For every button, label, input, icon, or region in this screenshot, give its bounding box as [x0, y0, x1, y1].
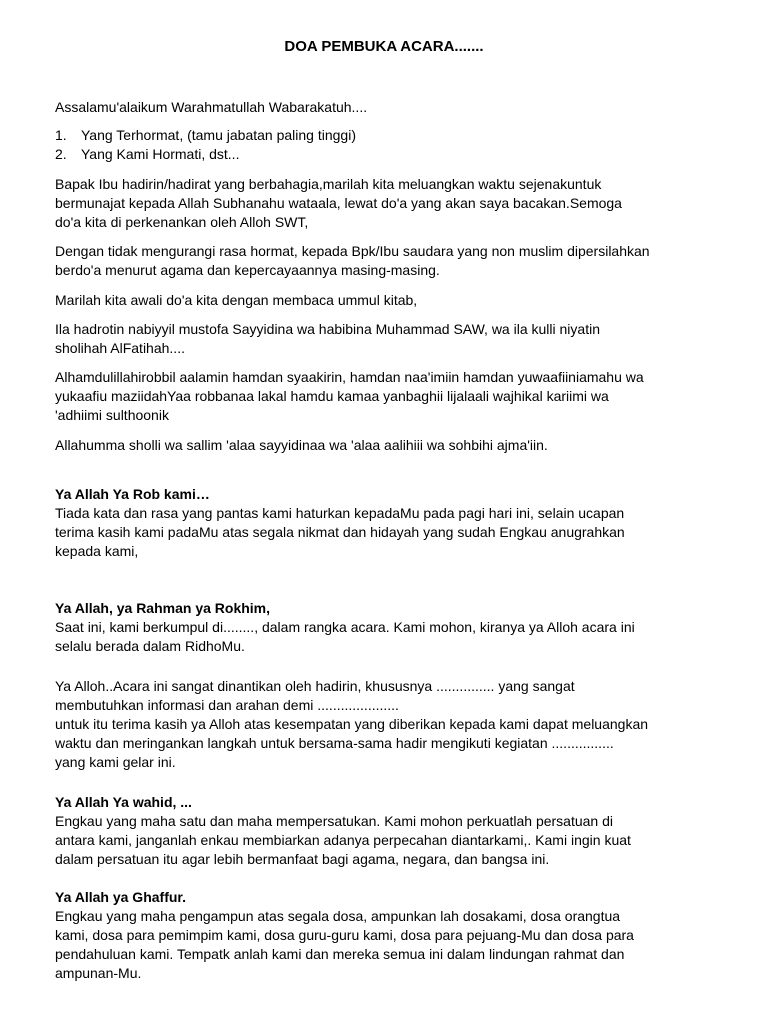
text-line: waktu dan meringankan langkah untuk bersama-sama hadir mengikuti kegiatan ................ — [55, 735, 614, 751]
list-number: 2. — [55, 146, 67, 162]
text-line: Ya Alloh..Acara ini sangat dinantikan oleh hadirin, khususnya ............... yang sangat — [55, 678, 575, 694]
list-item — [55, 145, 720, 164]
section-acara — [55, 677, 720, 772]
text-line: yang kami gelar ini. — [55, 754, 176, 770]
paragraph-alfatihah — [55, 320, 720, 358]
greeting-line: Assalamu'alaikum Warahmatullah Wabarakatuh.... — [55, 99, 368, 115]
text-line: kami, dosa para pemimpim kami, dosa guru-guru kami, dosa para pejuang-Mu dan dosa para — [55, 927, 634, 943]
section-ya-ghaffur — [55, 888, 720, 983]
text-line: do'a kita di perkenankan oleh Alloh SWT, — [55, 214, 309, 230]
text-line: 'adhiimi sulthoonik — [55, 407, 169, 423]
text-line: yukaafiu maziidahYaa robbanaa lakal hamdu kamaa yanbaghii lijalaali wajhikal kariimi wa — [55, 388, 609, 404]
text-line: pendahuluan kami. Tempatk anlah kami dan mereka semua ini dalam lindungan rahmat dan — [55, 946, 625, 962]
paragraph-alhamdulillah — [55, 368, 720, 425]
section-ya-rahman — [55, 599, 720, 656]
text-line: bermunajat kepada Allah Subhanahu wataala, lewat do'a yang akan saya bacakan.Semoga — [55, 195, 622, 211]
text-line: kepada kami, — [55, 543, 139, 559]
text-line: selalu berada dalam RidhoMu. — [55, 638, 245, 654]
section-heading: Ya Allah Ya Rob kami… — [55, 486, 210, 502]
list-text: Yang Kami Hormati, dst... — [81, 146, 240, 162]
text-line: berdo'a menurut agama dan kepercayaannya masing-masing. — [55, 262, 440, 278]
text-line: Allahumma sholli wa sallim 'alaa sayyidinaa wa 'alaa aalihiii wa sohbihi ajma'iin. — [55, 437, 548, 453]
section-heading: Ya Allah Ya wahid, ... — [55, 794, 192, 810]
paragraph-invitation — [55, 175, 720, 232]
section-heading: Ya Allah ya Ghaffur. — [55, 889, 186, 905]
paragraph-ummul-kitab — [55, 291, 720, 310]
list-item — [55, 126, 720, 145]
text-line: Ila hadrotin nabiyyil mustofa Sayyidina wa habibina Muhammad SAW, wa ila kulli niyatin — [55, 321, 600, 337]
text-line: sholihah AlFatihah.... — [55, 340, 185, 356]
text-line: Alhamdulillahirobbil aalamin hamdan syaakirin, hamdan naa'imiin hamdan yuwaafiiniamahu wa — [55, 369, 644, 385]
salutation-list — [55, 126, 720, 164]
section-ya-wahid — [55, 793, 720, 869]
text-line: ampunan-Mu. — [55, 965, 142, 981]
list-number: 1. — [55, 127, 67, 143]
section-ya-rob — [55, 485, 720, 561]
text-line: Dengan tidak mengurangi rasa hormat, kepada Bpk/Ibu saudara yang non muslim dipersilahkan — [55, 243, 650, 259]
text-line: Bapak Ibu hadirin/hadirat yang berbahagia,marilah kita meluangkan waktu sejenakuntuk — [55, 176, 602, 192]
text-line: Saat ini, kami berkumpul di........, dalam rangka acara. Kami mohon, kiranya ya Alloh acara ini — [55, 619, 635, 635]
text-line: antara kami, janganlah enkau membiarkan adanya perpecahan diantarkami,. Kami ingin kuat — [55, 832, 631, 848]
text-line: Engkau yang maha pengampun atas segala dosa, ampunkan lah dosakami, dosa orangtua — [55, 908, 621, 924]
text-line: untuk itu terima kasih ya Alloh atas kesempatan yang diberikan kepada kami dapat meluangkan — [55, 716, 649, 732]
text-line: Engkau yang maha satu dan maha mempersatukan. Kami mohon perkuatlah persatuan di — [55, 813, 614, 829]
text-line: dalam persatuan itu agar lebih bermanfaat bagi agama, negara, dan bangsa ini. — [55, 851, 550, 867]
document-title: DOA PEMBUKA ACARA....... — [284, 38, 484, 55]
greeting — [55, 98, 720, 117]
text-line: membutuhkan informasi dan arahan demi ..................... — [55, 697, 399, 713]
text-line: Tiada kata dan rasa yang pantas kami haturkan kepadaMu pada pagi hari ini, selain ucapan — [55, 505, 625, 521]
list-text: Yang Terhormat, (tamu jabatan paling tinggi) — [81, 127, 356, 143]
text-line: Marilah kita awali do'a kita dengan membaca ummul kitab, — [55, 292, 418, 308]
text-line: terima kasih kami padaMu atas segala nikmat dan hidayah yang sudah Engkau anugrahkan — [55, 524, 625, 540]
paragraph-respect — [55, 242, 720, 280]
section-heading: Ya Allah, ya Rahman ya Rokhim, — [55, 600, 271, 616]
paragraph-sholawat — [55, 436, 720, 455]
